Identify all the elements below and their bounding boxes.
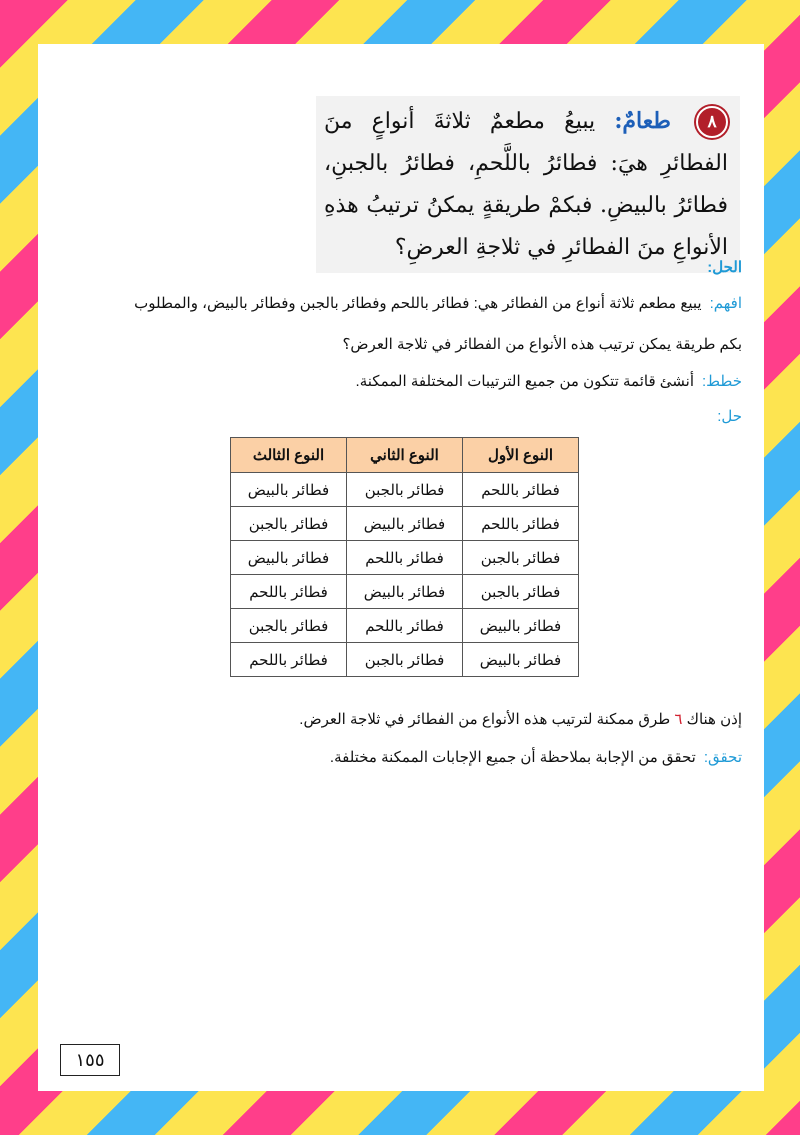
conclusion-after: طرق ممكنة لترتيب هذه الأنواع من الفطائر في ثلاجة العرض. bbox=[299, 711, 671, 728]
problem-keyword: طعامٌ: bbox=[614, 108, 671, 134]
table-cell: فطائر بالبيض bbox=[347, 575, 463, 609]
solve-line bbox=[58, 407, 742, 425]
page-number: ١٥٥ bbox=[60, 1044, 120, 1076]
table-cell: فطائر بالجبن bbox=[347, 643, 463, 677]
table-row bbox=[231, 643, 579, 677]
table-row bbox=[231, 541, 579, 575]
plan-line bbox=[58, 372, 742, 390]
table-cell: فطائر بالبيض bbox=[463, 643, 579, 677]
permutations-table bbox=[230, 437, 579, 677]
table-cell: فطائر بالجبن bbox=[231, 609, 347, 643]
check-label: تحقق: bbox=[703, 749, 742, 766]
problem-text: يبيعُ مطعمٌ ثلاثةَ أنواعٍ منَ الفطائرِ هيَ: فطائرُ باللَّحمِ، فطائرُ بالجبنِ، فطائرُ بالبيضِ. فبكمْ طريقةٍ يمكنُ ترتيبُ هذهِ الأنواعِ منَ الفطائرِ في ثلاجةِ العرضِ؟ bbox=[324, 109, 728, 260]
table-header-row bbox=[231, 438, 579, 473]
conclusion-number: ٦ bbox=[674, 711, 683, 728]
table-row bbox=[231, 609, 579, 643]
understand-text-2: بكم طريقة يمكن ترتيب هذه الأنواع من الفطائر في ثلاجة العرض؟ bbox=[342, 336, 742, 353]
table-cell: فطائر بالبيض bbox=[231, 541, 347, 575]
problem-number-badge: ٨ bbox=[696, 106, 728, 138]
plan-label: خطط: bbox=[702, 373, 742, 390]
table-row bbox=[231, 507, 579, 541]
header-second-type: النوع الثاني bbox=[347, 438, 463, 473]
understand-label: افهم: bbox=[709, 295, 742, 312]
table-cell: فطائر بالبيض bbox=[463, 609, 579, 643]
understand-text-1: يبيع مطعم ثلاثة أنواع من الفطائر هي: فطائر باللحم وفطائر بالجبن وفطائر بالبيض، والمطلوب bbox=[134, 295, 702, 312]
check-text: تحقق من الإجابة بملاحظة أن جميع الإجابات الممكنة مختلفة. bbox=[329, 749, 696, 766]
table-cell: فطائر باللحم bbox=[347, 609, 463, 643]
solve-label: حل: bbox=[717, 408, 742, 425]
table-cell: فطائر باللحم bbox=[231, 575, 347, 609]
solution-title: الحل: bbox=[707, 259, 742, 276]
check-line bbox=[58, 748, 742, 766]
table-cell: فطائر باللحم bbox=[463, 507, 579, 541]
table-cell: فطائر بالبيض bbox=[347, 507, 463, 541]
table-cell: فطائر باللحم bbox=[231, 643, 347, 677]
table-cell: فطائر باللحم bbox=[347, 541, 463, 575]
table-row bbox=[231, 575, 579, 609]
header-first-type: النوع الأول bbox=[463, 438, 579, 473]
header-third-type: النوع الثالث bbox=[231, 438, 347, 473]
table-cell: فطائر بالجبن bbox=[463, 541, 579, 575]
plan-text: أنشئ قائمة تتكون من جميع الترتيبات المختلفة الممكنة. bbox=[355, 373, 695, 390]
table-cell: فطائر بالجبن bbox=[231, 507, 347, 541]
table-cell: فطائر باللحم bbox=[463, 473, 579, 507]
page bbox=[38, 44, 764, 1091]
understand-line-1 bbox=[58, 294, 742, 312]
understand-line-2 bbox=[58, 335, 742, 353]
table-cell: فطائر بالجبن bbox=[463, 575, 579, 609]
table-row bbox=[231, 473, 579, 507]
table-cell: فطائر بالجبن bbox=[347, 473, 463, 507]
conclusion-line bbox=[58, 710, 742, 728]
conclusion-before: إذن هناك bbox=[686, 711, 742, 728]
problem-box bbox=[316, 96, 740, 273]
table-cell: فطائر بالبيض bbox=[231, 473, 347, 507]
